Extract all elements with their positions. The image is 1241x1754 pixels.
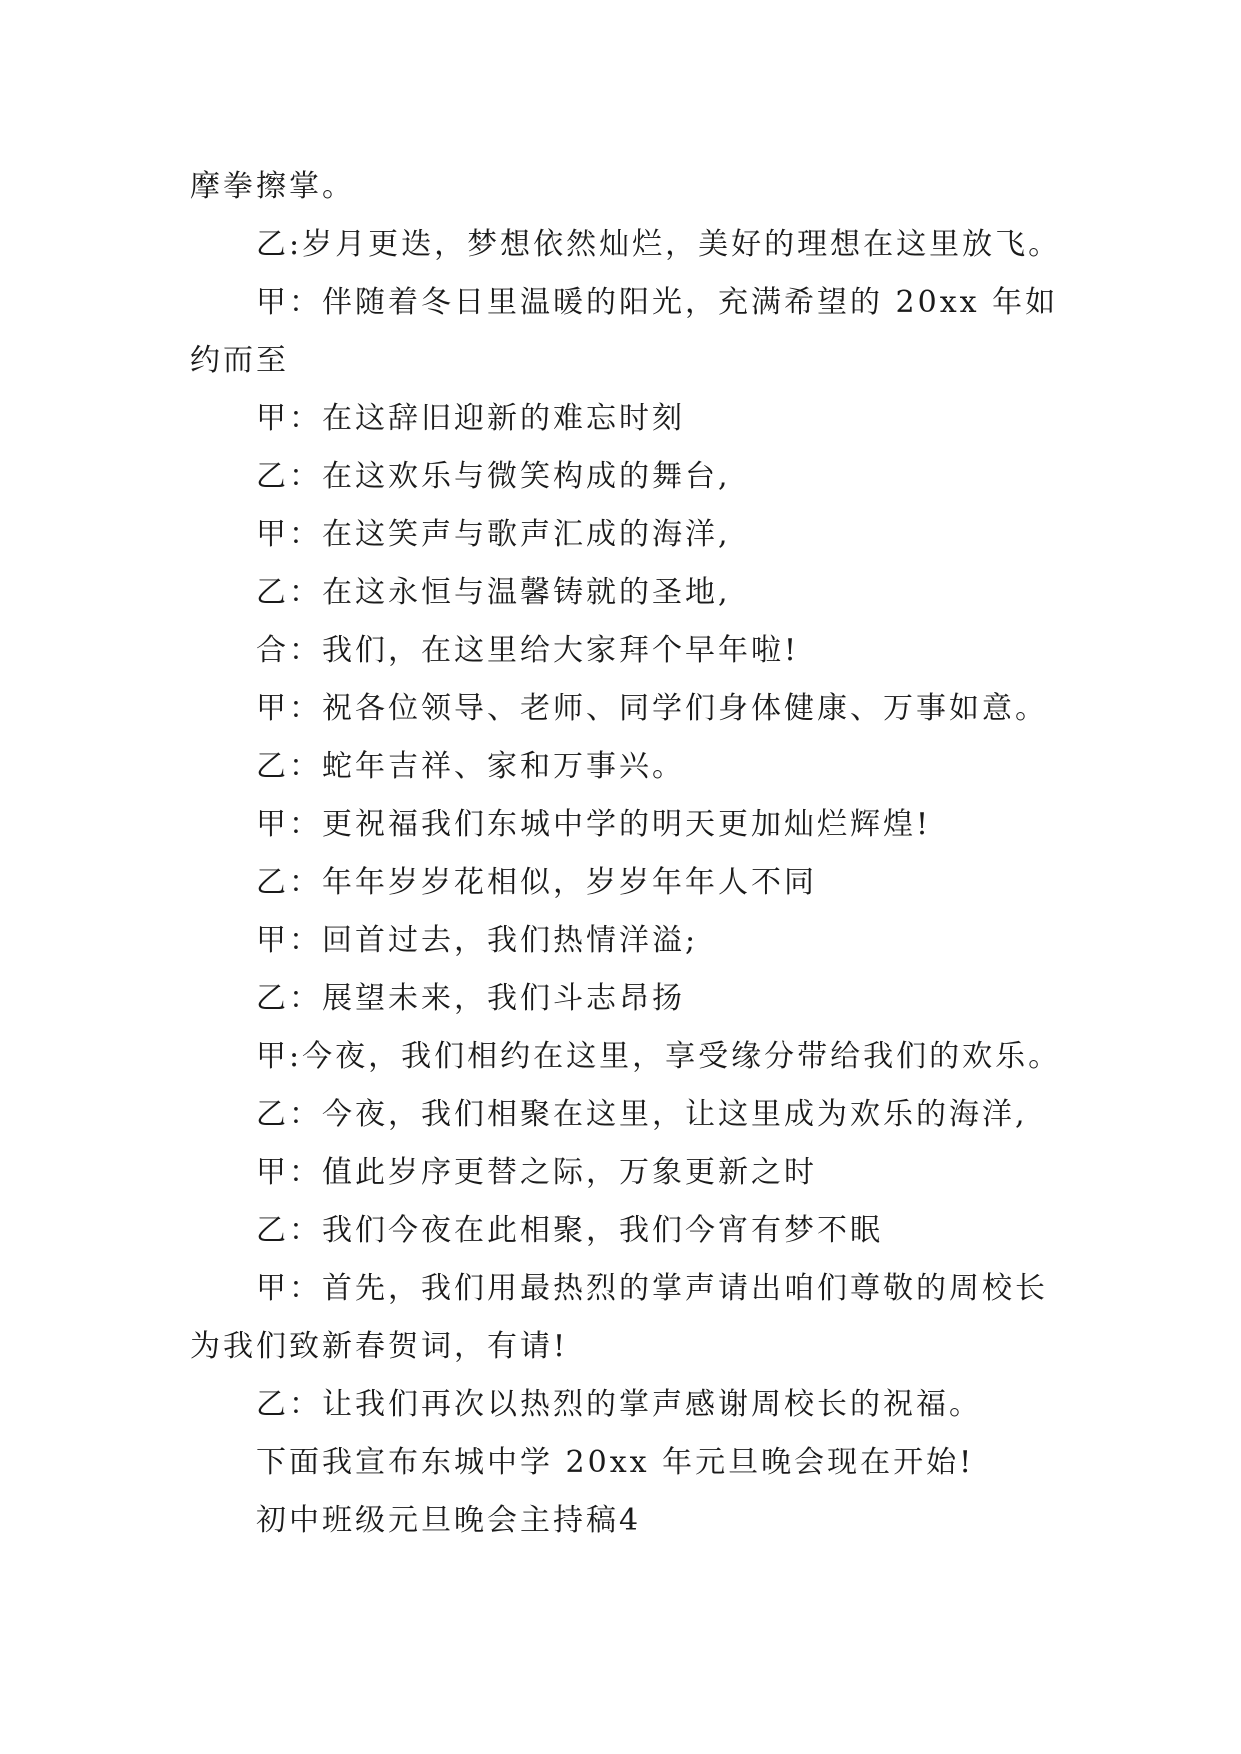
document-body	[190, 158, 1091, 1550]
text-line: 甲：回首过去，我们热情洋溢;	[256, 923, 699, 958]
text-line: 乙：蛇年吉祥、家和万事兴。	[256, 749, 685, 784]
text-line: 乙：在这欢乐与微笑构成的舞台,	[256, 459, 731, 494]
text-line: 乙：年年岁岁花相似，岁岁年年人不同	[256, 865, 817, 900]
section-heading: 初中班级元旦晚会主持稿4	[256, 1503, 642, 1538]
text-line: 甲：首先，我们用最热烈的掌声请出咱们尊敬的周校长	[256, 1271, 1048, 1306]
text-line: 甲:今夜，我们相约在这里，享受缘分带给我们的欢乐。	[256, 1039, 1062, 1074]
text-line: 为我们致新春贺词，有请!	[190, 1329, 569, 1364]
text-line: 甲：在这辞旧迎新的难忘时刻	[256, 401, 685, 436]
text-line: 甲：伴随着冬日里温暖的阳光，充满希望的 20xx 年如	[256, 285, 1059, 320]
text-line: 乙：让我们再次以热烈的掌声感谢周校长的祝福。	[256, 1387, 982, 1422]
text-line: 甲：祝各位领导、老师、同学们身体健康、万事如意。	[256, 691, 1048, 726]
text-line: 甲：在这笑声与歌声汇成的海洋,	[256, 517, 731, 552]
text-line: 乙：展望未来，我们斗志昂扬	[256, 981, 685, 1016]
text-line: 乙：我们今夜在此相聚，我们今宵有梦不眠	[256, 1213, 883, 1248]
text-line: 合：我们，在这里给大家拜个早年啦!	[256, 633, 800, 668]
text-line: 乙：在这永恒与温馨铸就的圣地,	[256, 575, 731, 610]
text-line: 乙：今夜，我们相聚在这里，让这里成为欢乐的海洋,	[256, 1097, 1028, 1132]
text-line: 乙:岁月更迭，梦想依然灿烂，美好的理想在这里放飞。	[256, 227, 1062, 262]
text-line: 摩拳擦掌。	[190, 169, 355, 204]
text-line: 甲：更祝福我们东城中学的明天更加灿烂辉煌!	[256, 807, 932, 842]
text-line: 下面我宣布东城中学 20xx 年元旦晚会现在开始!	[256, 1445, 975, 1480]
text-line: 甲：值此岁序更替之际，万象更新之时	[256, 1155, 817, 1190]
text-line: 约而至	[190, 343, 289, 378]
